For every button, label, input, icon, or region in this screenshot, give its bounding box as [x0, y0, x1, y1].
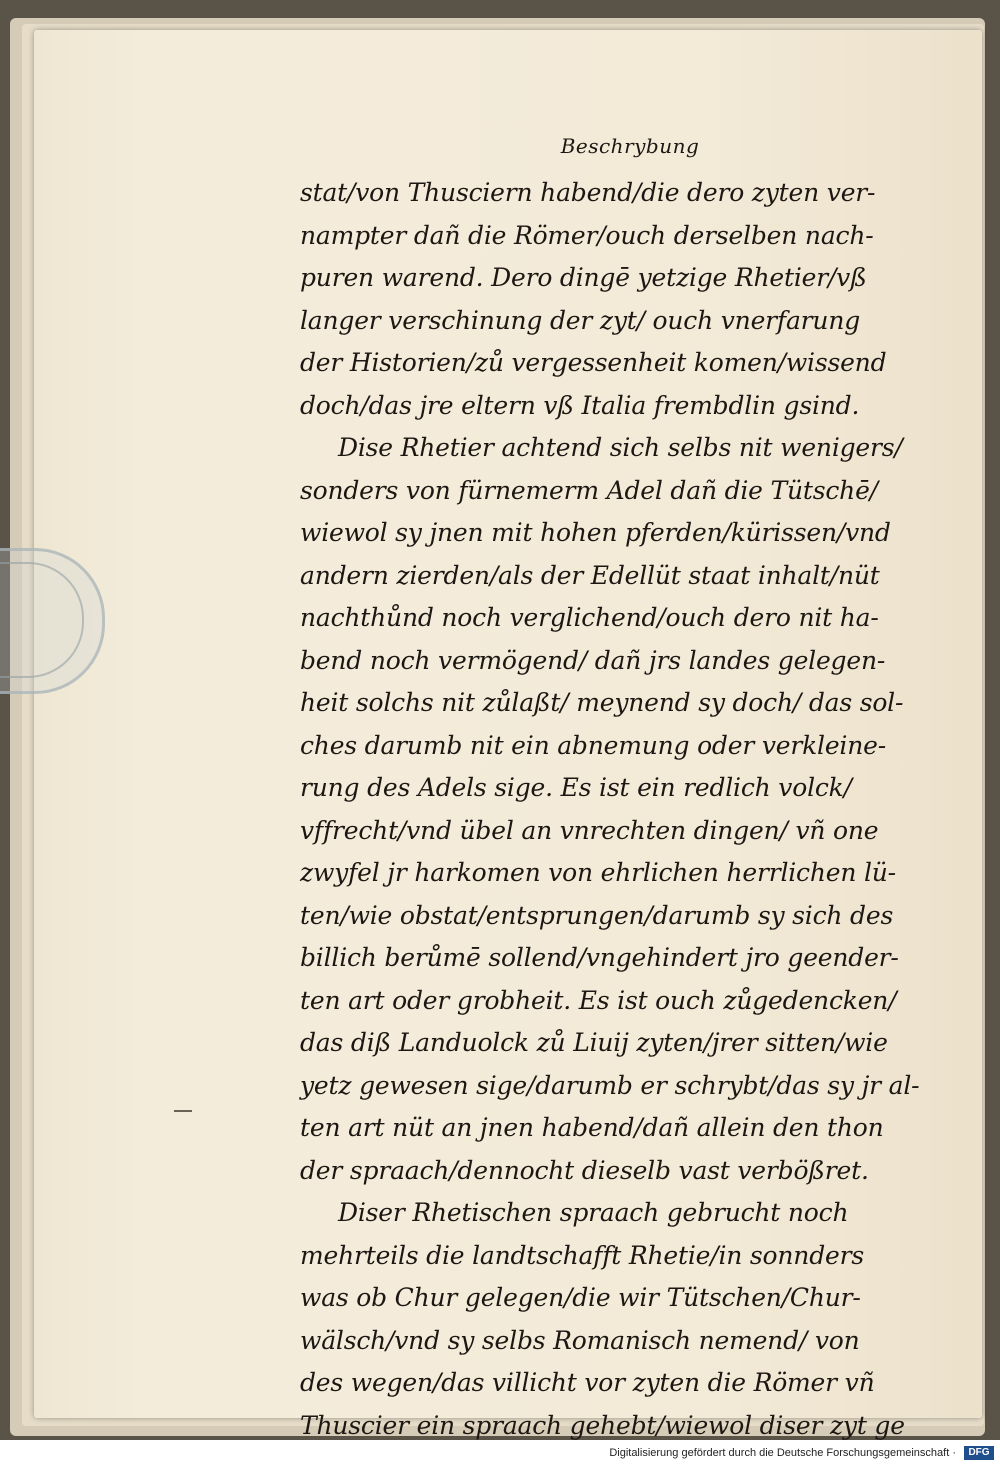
text-line: andern zierden/als der Edellüt staat inhalt/nüt: [300, 560, 880, 590]
funding-credit: Digitalisierung gefördert durch die Deutsche Forschungsgemeinschaft ·: [609, 1447, 956, 1459]
text-line: yetz gewesen sige/darumb er schrybt/das sy jr al-: [300, 1070, 920, 1100]
text-line: der spraach/dennocht dieselb vast verbößret.: [300, 1155, 869, 1185]
text-line: bend noch vermögend/ dañ jrs landes gelegen-: [300, 645, 886, 675]
text-line: rung des Adels sige. Es ist ein redlich volck/: [300, 773, 852, 802]
text-lines: [300, 172, 920, 1440]
footer-bar: [0, 1440, 1000, 1469]
text-line: des wegen/das villicht vor zyten die Römer vñ: [300, 1368, 875, 1397]
text-line: stat/von Thusciern habend/die dero zyten ver-: [300, 178, 876, 207]
text-line: ten/wie obstat/entsprungen/darumb sy sich des: [300, 900, 894, 930]
text-line: ches darumb nit ein abnemung oder verkleine-: [300, 730, 886, 760]
text-line: doch/das jre eltern vß Italia frembdlin gsind.: [300, 390, 860, 420]
text-line: wiewol sy jnen mit hohen pferden/kürissen/vnd: [300, 518, 891, 547]
text-line: nampter dañ die Römer/ouch derselben nach-: [300, 220, 874, 250]
text-line: Thuscier ein spraach gehebt/wiewol diser zyt ge: [300, 1410, 905, 1440]
running-head: Beschrybung: [560, 134, 700, 158]
dfg-logo-icon: DFG: [964, 1446, 994, 1460]
margin-mark: [174, 1110, 192, 1112]
text-line: was ob Chur gelegen/die wir Tütschen/Chur-: [300, 1283, 861, 1312]
text-line: langer verschinung der zyt/ ouch vnerfarung: [300, 305, 861, 335]
text-line: wälsch/vnd sy selbs Romanisch nemend/ von: [300, 1325, 860, 1355]
text-line: nachthůnd noch verglichend/ouch dero nit ha-: [300, 603, 879, 632]
text-line: der Historien/zů vergessenheit komen/wissend: [300, 348, 887, 377]
text-line: puren warend. Dero dingē yetzige Rhetier/vß: [300, 263, 867, 292]
text-line: mehrteils die landtschafft Rhetie/in sonnders: [300, 1240, 864, 1270]
text-line: ten art oder grobheit. Es ist ouch zůgedencken/: [300, 985, 897, 1015]
text-line: sonders von fürnemerm Adel dañ die Tütschē/: [300, 475, 878, 505]
text-line: ten art nüt an jnen habend/dañ allein den thon: [300, 1113, 884, 1142]
text-line: Dise Rhetier achtend sich selbs nit wenigers/: [338, 433, 903, 462]
text-line: das diß Landuolck zů Liuij zyten/jrer sitten/wie: [300, 1028, 888, 1057]
text-line: heit solchs nit zůlaßt/ meynend sy doch/ das sol-: [300, 688, 904, 717]
text-line: Diser Rhetischen spraach gebrucht noch: [338, 1198, 849, 1227]
text-line: zwyfel jr harkomen von ehrlichen herrlichen lü-: [300, 858, 896, 887]
text-line: vffrecht/vnd übel an vnrechten dingen/ vñ one: [300, 815, 879, 845]
page-text-block: [300, 132, 920, 1440]
text-line: billich berůmē sollend/vngehindert jro geender-: [300, 943, 899, 972]
